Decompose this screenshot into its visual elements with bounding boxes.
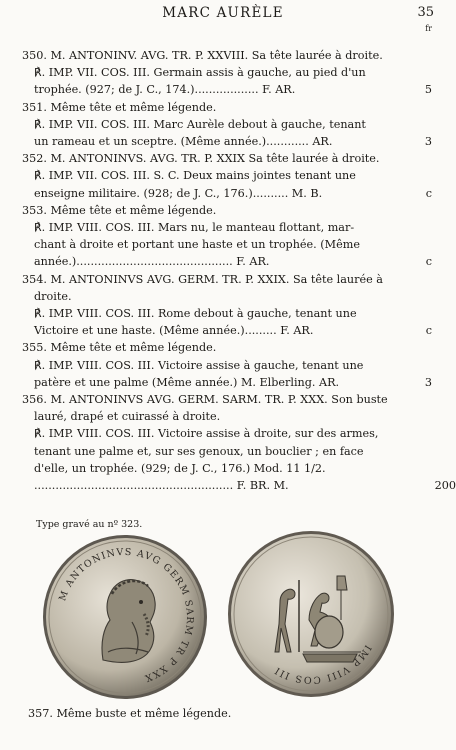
catalogue-entries <box>22 47 456 494</box>
entry-353-reverse-end: année.)............................................ F. AR. c <box>22 253 390 270</box>
entry-354-heading: 354. M. ANTONINVS AVG. GERM. TR. P. XXIX. Sa tête laurée à <box>22 272 383 286</box>
entry-353-reverse-cont: chant à droite et portant une haste et un trophée. (Même <box>34 238 360 252</box>
rarity-value: c <box>425 324 432 338</box>
entry-356-heading: 356. M. ANTONINVS AVG. GERM. SARM. TR. P. XXX. Son buste <box>22 393 388 407</box>
rarity-value: c <box>425 255 432 269</box>
rarity-value: c <box>425 186 432 200</box>
page-number: 35 <box>417 5 434 20</box>
entry-354-heading-cont: droite. <box>34 289 72 303</box>
rarity-value: 5 <box>424 83 432 97</box>
rarity-value: 3 <box>424 135 432 149</box>
entry-354-reverse: ℟. IMP. VIII. COS. III. Rome debout à gauche, tenant une <box>34 307 357 321</box>
coin-obverse <box>40 532 210 702</box>
reverse-legend: IMP VIII COS III <box>272 642 374 686</box>
entry-352-reverse-cont: enseigne militaire. (928; de J. C., 176.).......... M. B. c <box>22 185 390 202</box>
obverse-legend: M ANTONINVS AVG GERM SARM TR P XXX <box>57 546 196 684</box>
entry-354-reverse-cont: Victoire et une haste. (Même année.)......... F. AR. c <box>22 322 390 339</box>
entry-353-reverse: ℟. IMP. VIII. COS. III. Mars nu, le manteau flottant, mar- <box>34 221 355 235</box>
entry-352-reverse: ℟. IMP. VII. COS. III. S. C. Deux mains jointes tenant une <box>34 169 356 183</box>
entry-356-reverse: ℟. IMP. VIII. COS. III. Victoire assise à droite, sur des armes, <box>34 427 379 441</box>
entry-357-heading: 357. Même buste et même légende. <box>28 707 232 720</box>
entry-356-reverse-cont: tenant une palme et, sur ses genoux, un bouclier ; en face <box>34 444 364 458</box>
entry-351-heading: 351. Même tête et même légende. <box>22 100 217 114</box>
entry-350-heading: 350. M. ANTONINV. AVG. TR. P. XXVIII. Sa tête laurée à droite. <box>22 49 383 62</box>
entry-356-reverse-cont2: d'elle, un trophée. (929; de J. C., 176.) Mod. 11 1/2. <box>34 461 326 475</box>
rarity-value: 200 <box>434 479 456 493</box>
entry-351-reverse: ℟. IMP. VII. COS. III. Marc Aurèle debout à gauche, tenant <box>34 117 366 131</box>
entry-355-reverse: ℟. IMP. VIII. COS. III. Victoire assise à gauche, tenant une <box>34 358 364 372</box>
entry-350-reverse-cont: trophée. (927; de J. C., 174.).................. F. AR. 5 <box>22 81 390 98</box>
running-title: MARC AURÈLE <box>162 5 284 21</box>
entry-356-heading-cont: lauré, drapé et cuirassé à droite. <box>34 410 221 424</box>
coin-reverse <box>225 528 397 700</box>
rarity-value: 3 <box>424 375 432 389</box>
figure-caption: Type gravé au nº 323. <box>36 519 143 530</box>
entry-352-heading: 352. M. ANTONINVS. AVG. TR. P. XXIX Sa tête laurée à droite. <box>22 152 380 166</box>
entry-355-heading: 355. Même tête et même légende. <box>22 341 217 355</box>
margin-tag: fr <box>425 24 432 33</box>
entry-350-reverse: ℟. IMP. VII. COS. III. Germain assis à gauche, au pied d'un <box>34 66 366 80</box>
entry-351-reverse-cont: un rameau et un sceptre. (Même année.)............ AR. 3 <box>22 133 390 150</box>
entry-353-heading: 353. Même tête et même légende. <box>22 203 217 217</box>
entry-355-reverse-cont: patère et une palme (Même année.) M. Elberling. AR. 3 <box>22 374 390 391</box>
entry-356-reverse-end: ........................................................ F. BR. M. 200 <box>22 477 390 494</box>
